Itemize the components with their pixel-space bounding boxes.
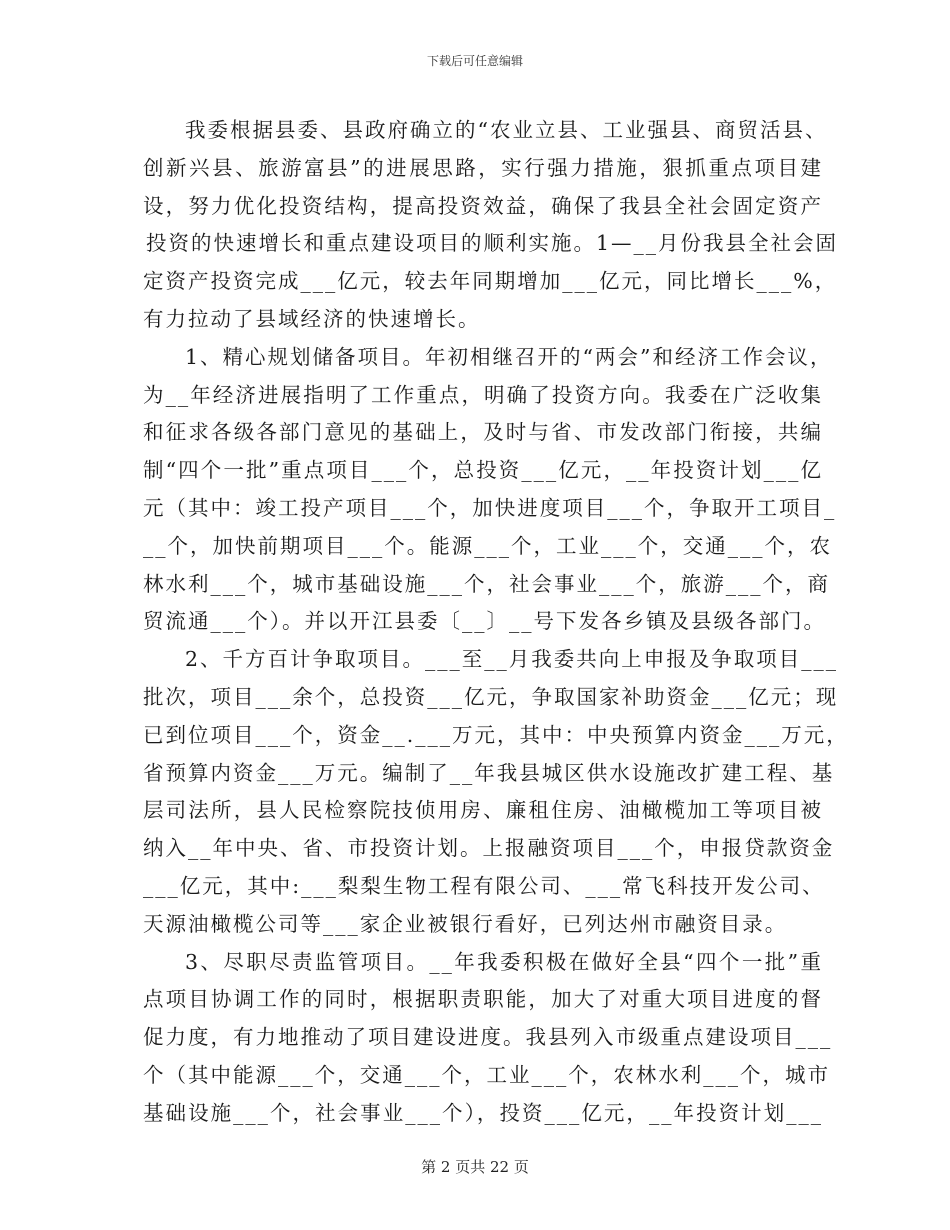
paragraph-line: 点项目协调工作的同时，根据职责职能，加大了对重大项目进度的督 bbox=[143, 987, 823, 1012]
paragraph-line: 为__年经济进展指明了工作重点，明确了投资方向。我委在广泛收集 bbox=[143, 382, 823, 407]
paragraph-line: 有力拉动了县域经济的快速增长。 bbox=[143, 306, 481, 331]
page-header: 下载后可任意编辑 bbox=[426, 54, 523, 68]
paragraph-line: 批次，项目___余个，总投资___亿元，争取国家补助资金___亿元；现 bbox=[143, 684, 839, 709]
paragraph-line: 省预算内资金___万元。编制了__年我县城区供水设施改扩建工程、基 bbox=[143, 760, 835, 785]
paragraph-line: 层司法所，县人民检察院技侦用房、廉租住房、油橄榄加工等项目被 bbox=[143, 798, 823, 823]
paragraph-line: 元（其中：竣工投产项目___个，加快进度项目___个，争取开工项目_ bbox=[143, 495, 837, 520]
paragraph-line: 创新兴县、旅游富县”的进展思路，实行强力措施，狠抓重点项目建 bbox=[143, 155, 823, 180]
page-footer: 第 2 页共 22 页 bbox=[421, 1158, 529, 1176]
paragraph-line: 天源油橄榄公司等___家企业被银行看好，已列达州市融资目录。 bbox=[143, 911, 788, 936]
paragraph-line: 林水利___个，城市基础设施___个，社会事业___个，旅游___个，商 bbox=[143, 571, 830, 596]
paragraph-line: 制“四个一批”重点项目___个，总投资___亿元，__年投资计划___亿 bbox=[143, 458, 823, 483]
paragraph-line: 投资的快速增长和重点建设项目的顺利实施。1—__月份我县全社会固 bbox=[146, 231, 839, 256]
paragraph-line: 纳入__年中央、省、市投资计划。上报融资项目___个，申报贷款资金 bbox=[143, 836, 835, 861]
paragraph-line: 贸流通___个）。并以开江县委〔__〕__号下发各乡镇及县级各部门。 bbox=[143, 609, 826, 634]
paragraph-line: ___亿元，其中:___梨梨生物工程有限公司、___常飞科技开发公司、 bbox=[143, 873, 825, 898]
paragraph-line: 我委根据县委、县政府确立的“农业立县、工业强县、商贸活县、 bbox=[185, 118, 828, 142]
paragraph-line: 3、尽职尽责监管项目。__年我委积极在做好全县“四个一批”重 bbox=[185, 949, 823, 974]
paragraph-line: 促力度，有力地推动了项目建设进度。我县列入市级重点建设项目___ bbox=[143, 1025, 833, 1050]
paragraph-line: 1、精心规划储备项目。年初相继召开的“两会”和经济工作会议， bbox=[185, 344, 833, 369]
paragraph-line: 个（其中能源___个，交通___个，工业___个，农林水利___个，城市 bbox=[143, 1062, 830, 1087]
paragraph-line: 定资产投资完成___亿元，较去年同期增加___亿元，同比增长___%， bbox=[143, 269, 838, 294]
paragraph-line: __个，加快前期项目___个。能源___个，工业___个，交通___个，农 bbox=[143, 533, 832, 558]
document-body bbox=[143, 112, 849, 1133]
paragraph-line: 2、千方百计争取项目。___至__月我委共向上申报及争取项目___ bbox=[185, 647, 839, 672]
paragraph-line: 已到位项目___个，资金__.___万元，其中：中央预算内资金___万元， bbox=[143, 722, 849, 747]
paragraph-line: 基础设施___个，社会事业___个），投资___亿元，__年投资计划___ bbox=[143, 1100, 823, 1125]
paragraph-line: 和征求各级各部门意见的基础上，及时与省、市发改部门衔接，共编 bbox=[143, 420, 823, 445]
paragraph-line: 设，努力优化投资结构，提高投资效益，确保了我县全社会固定资产 bbox=[143, 193, 823, 218]
